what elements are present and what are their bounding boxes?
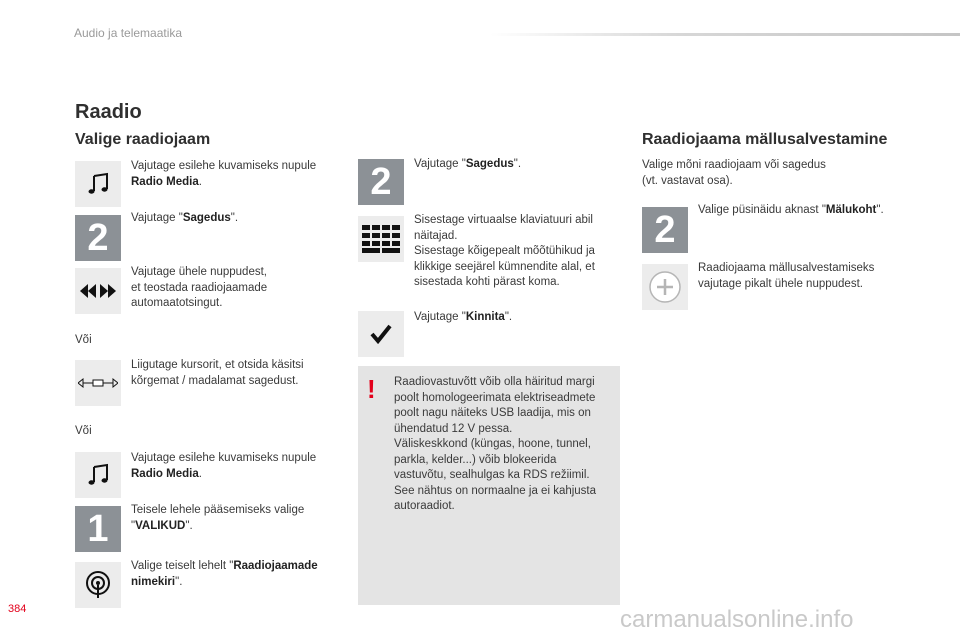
music-note-icon <box>75 452 121 498</box>
step-text-autoseek: Vajutage ühele nuppudest, et teostada raadiojaamade automaatotsingut. <box>131 266 268 309</box>
step-text-malukoht: Valige püsinäidu aknast "Mälukoht". <box>698 204 884 216</box>
step-text-station-list: Valige teiselt lehelt "Raadiojaamade nimekiri". <box>131 560 318 588</box>
checkmark-icon <box>358 311 404 357</box>
watermark: carmanualsonline.info <box>620 606 854 633</box>
step-text-keyboard: Sisestage virtuaalse klaviatuuri abil näitajad. Sisestage kõigepealt mõõtühikud ja klikkige seejärel kümnendite alal, et sisestada kohti pärast koma. <box>414 214 595 288</box>
step-text-radio-media-2: Vajutage esilehe kuvamiseks nupule Radio Media. <box>131 452 317 480</box>
or-label-2: Või <box>75 425 92 437</box>
step-text-sagedus-middle: Vajutage "Sagedus". <box>414 158 522 170</box>
right-heading: Raadiojaama mällusalvestamine <box>642 131 888 148</box>
step-text-long-press: Raadiojaama mällusalvestamiseks vajutage pikalt ühele nuppudest. <box>698 262 875 290</box>
step-text-sagedus: Vajutage "Sagedus". <box>131 212 239 224</box>
seek-buttons-icon <box>75 268 121 314</box>
radio-station-list-icon <box>75 562 121 608</box>
page-title: Raadio <box>75 101 142 123</box>
step-number-2-badge: 2 <box>75 215 121 261</box>
page-number: 384 <box>8 603 27 615</box>
section-header: Audio ja telemaatika <box>74 26 183 40</box>
left-heading: Valige raadiojaam <box>75 131 211 148</box>
preset-button-icon <box>642 264 688 310</box>
step-text-valikud: Teisele lehele pääsemiseks valige "VALIKUD". <box>131 504 305 532</box>
frequency-slider-icon <box>75 360 121 406</box>
header-divider <box>490 33 960 36</box>
right-intro: Valige mõni raadiojaam või sagedus (vt. vastavat osa). <box>642 159 826 187</box>
virtual-keyboard-icon <box>358 216 404 262</box>
warning-exclamation-icon: ! <box>367 374 376 404</box>
warning-text: Raadiovastuvõtt võib olla häiritud margi poolt homologeerimata elektriseadmete poolt nagu näiteks USB laadija, mis on ühendatud 12 V pessa. Väliskeskkond (küngas, hoone, tunnel, parkla, kelder...) võib blokeerida vastuvõtu, sealhulgas ka RDS režiimil. See nähtus on normaalne ja ei kahjusta autoraadiot. <box>394 376 597 512</box>
step-text-manual-search: Liigutage kursorit, et otsida käsitsi kõrgemat / madalamat sagedust. <box>131 359 304 387</box>
step-number-1-badge: 1 <box>75 506 121 552</box>
step-text-kinnita: Vajutage "Kinnita". <box>414 311 513 323</box>
music-note-icon <box>75 161 121 207</box>
step-number-2-badge: 2 <box>358 159 404 205</box>
or-label-1: Või <box>75 334 92 346</box>
step-text-radio-media-1: Vajutage esilehe kuvamiseks nupule Radio Media. <box>131 160 317 188</box>
step-number-2-badge: 2 <box>642 207 688 253</box>
